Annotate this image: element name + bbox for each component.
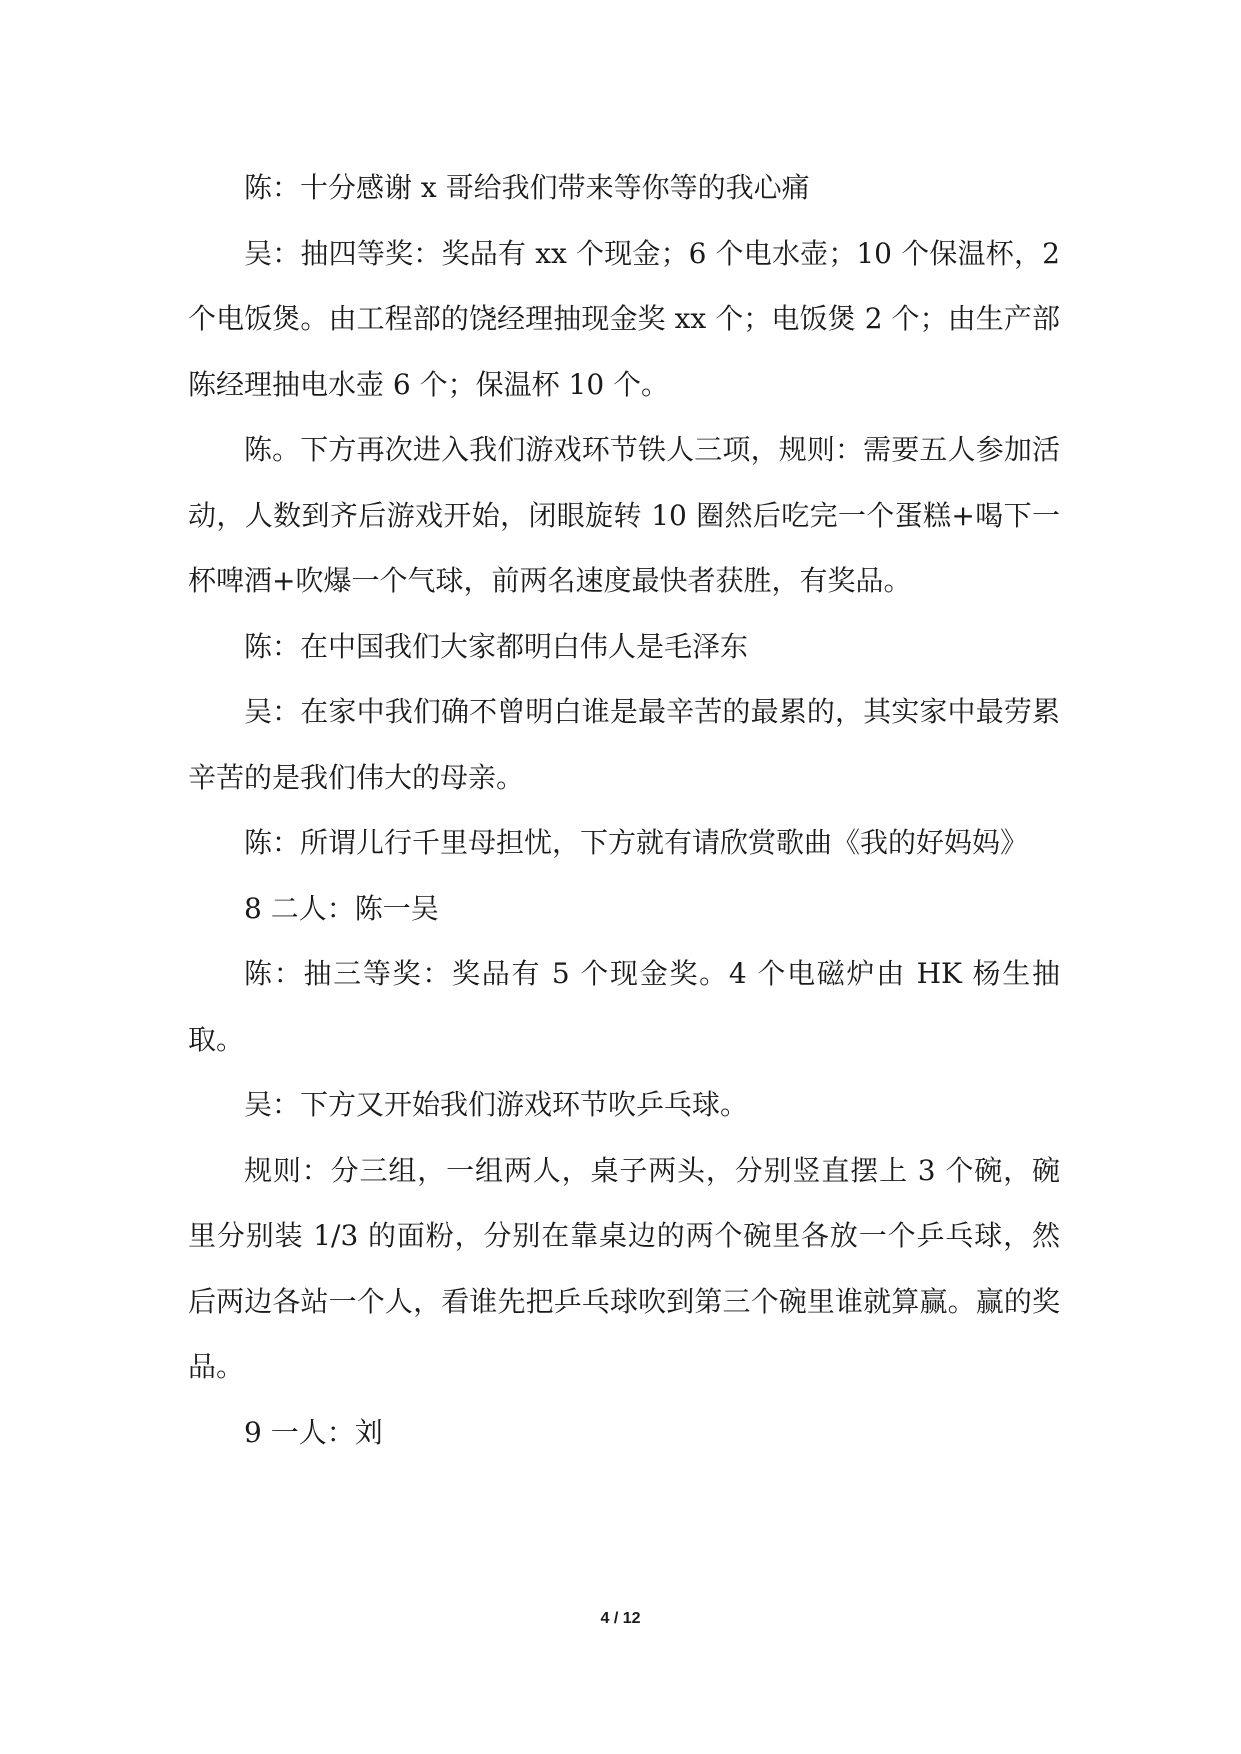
- paragraph-11: 9 一人：刘: [244, 1415, 383, 1449]
- page-number: 4 / 12: [600, 1610, 641, 1627]
- paragraph-6: 陈：所谓儿行千里母担忧，下方就有请欣赏歌曲《我的好妈妈》: [244, 826, 1029, 859]
- paragraph-3: 陈。下方再次进入我们游戏环节铁人三项，规则：需要五人参加活动，人数到齐后游戏开始，闭眼旋转 10 圈然后吃完一个蛋糕+喝下一杯啤酒+吹爆一个气球，前两名速度最快者获胜，有奖品。: [188, 433, 1060, 597]
- paragraph-5: 吴：在家中我们确不曾明白谁是最辛苦的最累的，其实家中最劳累辛苦的是我们伟大的母亲。: [188, 695, 1060, 794]
- paragraph-9: 吴：下方又开始我们游戏环节吹乒乓球。: [244, 1088, 749, 1121]
- paragraph-7: 8 二人：陈一吴: [244, 891, 439, 925]
- paragraph-10: 规则：分三组，一组两人，桌子两头，分别竖直摆上 3 个碗，碗里分别装 1/3 的面粉，分别在靠桌边的两个碗里各放一个乒乓球，然后两边各站一个人，看谁先把乒乓球吹到第三个碗里谁就算赢。赢的奖品。: [188, 1153, 1060, 1383]
- paragraph-4: 陈：在中国我们大家都明白伟人是毛泽东: [244, 629, 749, 663]
- paragraph-1: 陈：十分感谢 x 哥给我们带来等你等的我心痛: [244, 171, 810, 204]
- paragraph-8: 陈：抽三等奖：奖品有 5 个现金奖。4 个电磁炉由 HK 杨生抽取。: [188, 957, 1060, 1056]
- paragraph-2: 吴：抽四等奖：奖品有 xx 个现金；6 个电水壶；10 个保温杯，2 个电饭煲。由工程部的饶经理抽现金奖 xx 个；电饭煲 2 个；由生产部陈经理抽电水壶 6 个；保温杯 10 个。: [188, 236, 1069, 401]
- document-body: [188, 155, 1069, 1465]
